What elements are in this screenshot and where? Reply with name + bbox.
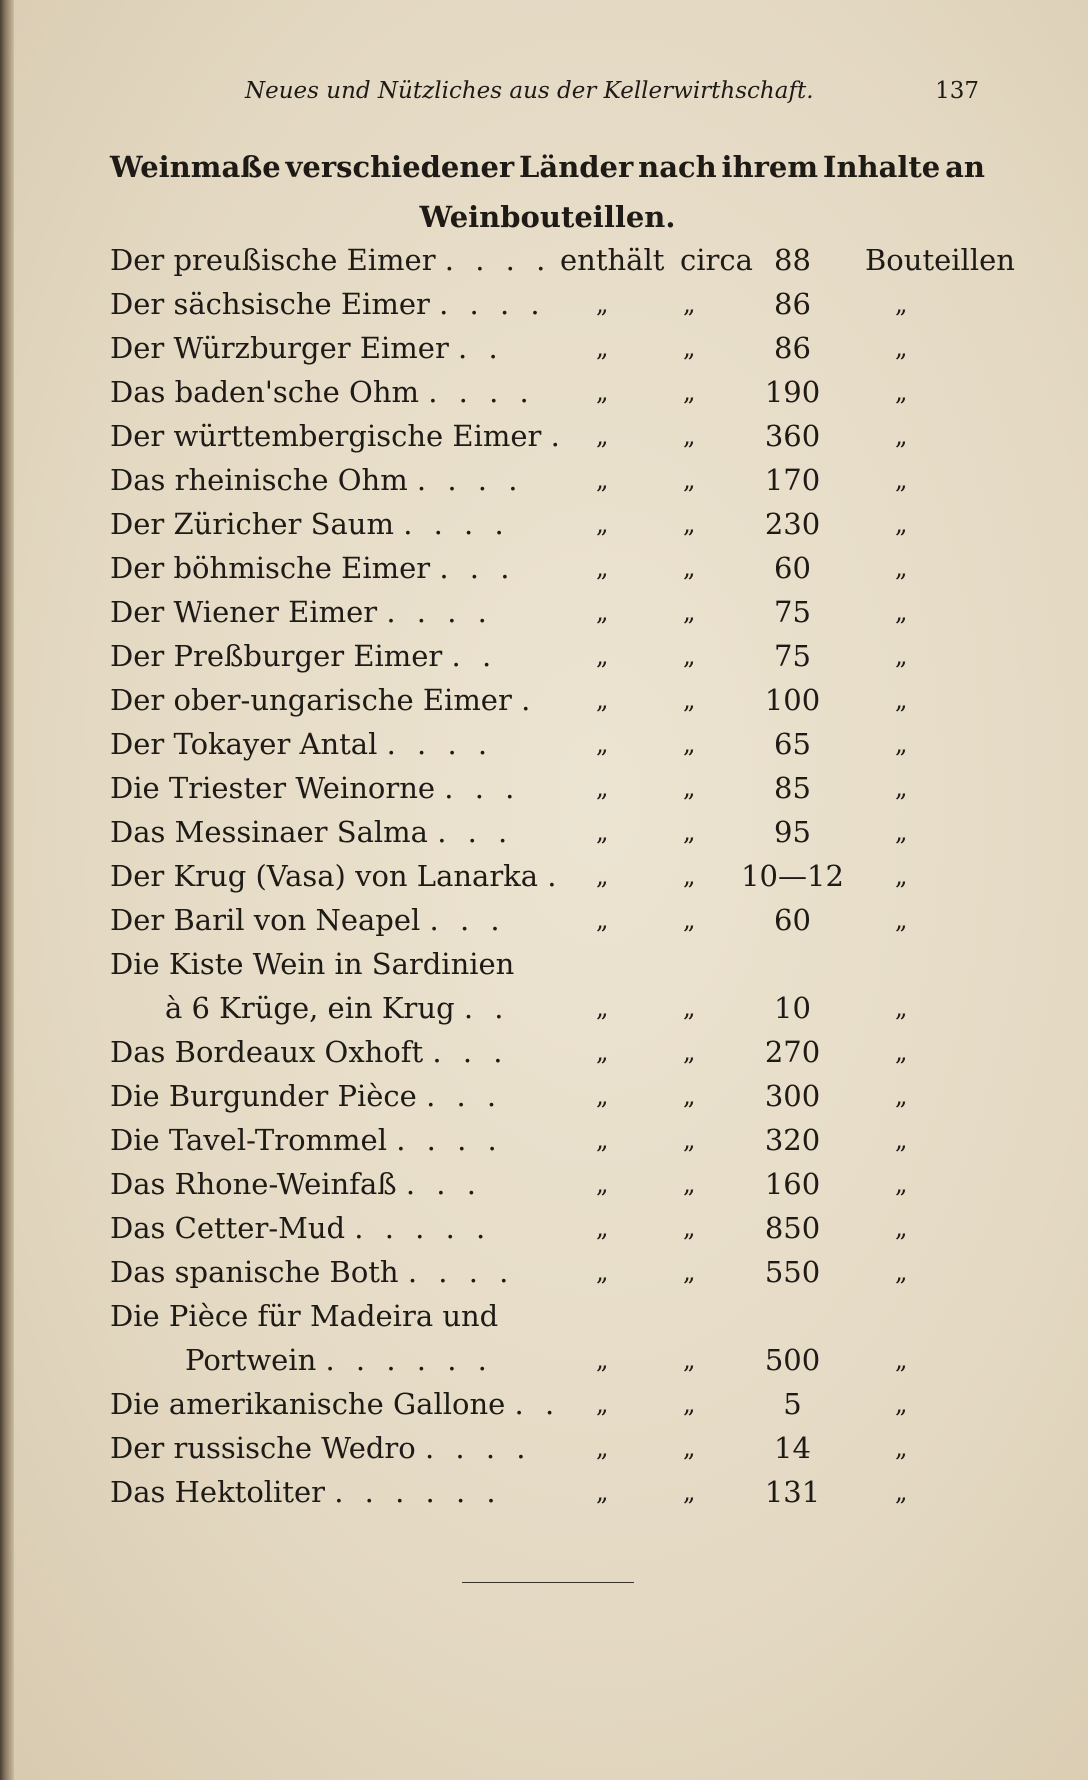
measure-name bbox=[110, 1206, 491, 1250]
measure-name bbox=[110, 370, 535, 414]
bottle-count: 86 bbox=[774, 331, 811, 365]
bottle-count: 190 bbox=[764, 375, 821, 409]
table-row bbox=[110, 1382, 990, 1426]
bottle-count: 95 bbox=[774, 815, 811, 849]
table-row bbox=[110, 1162, 990, 1206]
measure-label: Die Triester Weinorne bbox=[110, 771, 436, 805]
ditto-mark: „ bbox=[895, 1082, 908, 1110]
ditto-mark: „ bbox=[683, 1082, 696, 1110]
table-row bbox=[110, 766, 990, 810]
table-row bbox=[110, 1250, 990, 1294]
table-row bbox=[110, 634, 990, 678]
measure-label: Der Tokayer Antal bbox=[110, 727, 378, 761]
bottle-count: 360 bbox=[764, 419, 821, 453]
ditto-mark: „ bbox=[683, 818, 696, 846]
bottle-count: 230 bbox=[764, 507, 821, 541]
measure-name bbox=[110, 238, 551, 282]
measure-label: Der Wiener Eimer bbox=[110, 595, 378, 629]
measure-name bbox=[110, 546, 515, 590]
table-title bbox=[110, 142, 985, 242]
ditto-mark: „ bbox=[596, 730, 609, 758]
leader-dots: . . . bbox=[432, 1035, 509, 1069]
measure-label: Die Burgunder Pièce bbox=[110, 1079, 417, 1113]
leader-dots: . . . bbox=[439, 551, 516, 585]
ditto-mark: „ bbox=[596, 1214, 609, 1242]
title-word: Weinmaße bbox=[110, 150, 281, 184]
bottle-count: 160 bbox=[764, 1167, 821, 1201]
bottle-count: 85 bbox=[774, 771, 811, 805]
ditto-mark: „ bbox=[596, 686, 609, 714]
ditto-mark: „ bbox=[683, 1038, 696, 1066]
bottle-count: 270 bbox=[764, 1035, 821, 1069]
ditto-mark: „ bbox=[596, 378, 609, 406]
ditto-mark: „ bbox=[596, 906, 609, 934]
table-row bbox=[110, 1470, 990, 1514]
measure-name bbox=[185, 1338, 493, 1382]
running-header bbox=[110, 78, 985, 112]
measure-name bbox=[110, 634, 497, 678]
ditto-mark: „ bbox=[683, 862, 696, 890]
ditto-mark: „ bbox=[683, 510, 696, 538]
bottle-count: 131 bbox=[764, 1475, 821, 1509]
table-row bbox=[110, 722, 990, 766]
leader-dots: . . . . bbox=[416, 463, 524, 497]
measure-label: Der ober-ungarische Eimer bbox=[110, 683, 512, 717]
bottle-count: 300 bbox=[764, 1079, 821, 1113]
ditto-mark: „ bbox=[895, 1126, 908, 1154]
ditto-mark: „ bbox=[895, 1478, 908, 1506]
measure-label: Portwein bbox=[185, 1343, 317, 1377]
table-row bbox=[110, 238, 1015, 282]
title-word: Inhalte bbox=[822, 150, 941, 184]
measure-name bbox=[110, 854, 563, 898]
measure-name bbox=[110, 282, 546, 326]
leader-dots: . bbox=[521, 683, 537, 717]
table-row bbox=[110, 1206, 990, 1250]
table-row bbox=[110, 502, 990, 546]
measure-label: Die Pièce für Madeira und bbox=[110, 1299, 499, 1333]
contains-label: enthält bbox=[560, 243, 665, 277]
table-row bbox=[110, 370, 990, 414]
ditto-mark: „ bbox=[596, 290, 609, 318]
leader-dots: . . . . bbox=[424, 1431, 532, 1465]
ditto-mark: „ bbox=[895, 686, 908, 714]
ditto-mark: „ bbox=[596, 554, 609, 582]
leader-dots: . . bbox=[514, 1387, 561, 1421]
title-word: Länder bbox=[519, 150, 634, 184]
ditto-mark: „ bbox=[596, 1126, 609, 1154]
leader-dots: . . . . . . bbox=[325, 1343, 493, 1377]
measure-label: Der preußische Eimer bbox=[110, 243, 436, 277]
table-row bbox=[110, 898, 990, 942]
ditto-mark: „ bbox=[596, 1170, 609, 1198]
measure-name bbox=[165, 986, 510, 1030]
measure-name bbox=[110, 722, 493, 766]
ditto-mark: „ bbox=[895, 1214, 908, 1242]
leader-dots: . . . bbox=[405, 1167, 482, 1201]
measure-name bbox=[110, 590, 493, 634]
measure-label: Das rheinische Ohm bbox=[110, 463, 408, 497]
table-row bbox=[110, 942, 990, 986]
ditto-mark: „ bbox=[596, 818, 609, 846]
measure-label: Das Hektoliter bbox=[110, 1475, 326, 1509]
ditto-mark: „ bbox=[895, 1258, 908, 1286]
measure-label: Die amerikanische Gallone bbox=[110, 1387, 506, 1421]
measure-name bbox=[110, 326, 504, 370]
table-row bbox=[110, 986, 990, 1030]
measure-name bbox=[110, 502, 510, 546]
measure-name bbox=[110, 1250, 514, 1294]
ditto-mark: „ bbox=[683, 1258, 696, 1286]
leader-dots: . . . . bbox=[407, 1255, 515, 1289]
ditto-mark: „ bbox=[895, 906, 908, 934]
ditto-mark: „ bbox=[895, 422, 908, 450]
measure-name bbox=[110, 766, 520, 810]
ditto-mark: „ bbox=[895, 290, 908, 318]
ditto-mark: „ bbox=[895, 1390, 908, 1418]
ditto-mark: „ bbox=[683, 1170, 696, 1198]
table-row bbox=[110, 1074, 990, 1118]
ditto-mark: „ bbox=[683, 466, 696, 494]
bottle-count: 320 bbox=[764, 1123, 821, 1157]
title-line-2: Weinbouteillen. bbox=[419, 200, 676, 234]
ditto-mark: „ bbox=[596, 1038, 609, 1066]
measure-name bbox=[110, 942, 514, 986]
ditto-mark: „ bbox=[683, 422, 696, 450]
ditto-mark: „ bbox=[683, 1126, 696, 1154]
measure-name bbox=[110, 1294, 498, 1338]
measure-name bbox=[110, 458, 523, 502]
ditto-mark: „ bbox=[596, 862, 609, 890]
ditto-mark: „ bbox=[596, 466, 609, 494]
leader-dots: . . . . bbox=[396, 1123, 503, 1157]
leader-dots: . . bbox=[463, 991, 510, 1025]
measure-label: Das Bordeaux Oxhoft bbox=[110, 1035, 424, 1069]
ditto-mark: „ bbox=[895, 818, 908, 846]
leader-dots: . . bbox=[451, 639, 498, 673]
ditto-mark: „ bbox=[895, 466, 908, 494]
ditto-mark: „ bbox=[895, 554, 908, 582]
measure-label: Das spanische Both bbox=[110, 1255, 399, 1289]
ditto-mark: „ bbox=[895, 642, 908, 670]
measure-name bbox=[110, 1118, 503, 1162]
leader-dots: . . . bbox=[426, 1079, 503, 1113]
approx-label: circa bbox=[680, 243, 753, 277]
ditto-mark: „ bbox=[683, 774, 696, 802]
ditto-mark: „ bbox=[683, 290, 696, 318]
bottle-count: 100 bbox=[764, 683, 821, 717]
ditto-mark: „ bbox=[596, 1390, 609, 1418]
table-row bbox=[110, 1294, 990, 1338]
measure-label: Die Tavel-Trommel bbox=[110, 1123, 387, 1157]
table-row bbox=[110, 854, 990, 898]
ditto-mark: „ bbox=[596, 642, 609, 670]
ditto-mark: „ bbox=[596, 1082, 609, 1110]
table-row bbox=[110, 458, 990, 502]
ditto-mark: „ bbox=[596, 1478, 609, 1506]
measure-label: Das baden'sche Ohm bbox=[110, 375, 420, 409]
table-row bbox=[110, 810, 990, 854]
ditto-mark: „ bbox=[895, 510, 908, 538]
measure-label: Der Preßburger Eimer bbox=[110, 639, 443, 673]
book-spine-edge bbox=[0, 0, 14, 1780]
ditto-mark: „ bbox=[596, 1258, 609, 1286]
table-row bbox=[110, 1338, 990, 1382]
table-row bbox=[110, 1030, 990, 1074]
leader-dots: . . . . bbox=[444, 243, 552, 277]
title-word: verschiedener bbox=[285, 150, 515, 184]
bottle-count: 5 bbox=[783, 1387, 802, 1421]
table-row bbox=[110, 1118, 990, 1162]
leader-dots: . . . bbox=[429, 903, 506, 937]
leader-dots: . . . bbox=[444, 771, 521, 805]
ditto-mark: „ bbox=[596, 1346, 609, 1374]
ditto-mark: „ bbox=[683, 1434, 696, 1462]
ditto-mark: „ bbox=[683, 378, 696, 406]
bottle-count: 65 bbox=[774, 727, 811, 761]
measure-label: Das Cetter-Mud bbox=[110, 1211, 346, 1245]
table-row bbox=[110, 1426, 990, 1470]
ditto-mark: „ bbox=[596, 774, 609, 802]
ditto-mark: „ bbox=[596, 334, 609, 362]
measure-name bbox=[110, 1382, 560, 1426]
measure-label: à 6 Krüge, ein Krug bbox=[165, 991, 455, 1025]
bottle-count: 850 bbox=[764, 1211, 821, 1245]
bottle-count: 60 bbox=[774, 903, 811, 937]
ditto-mark: „ bbox=[683, 1390, 696, 1418]
title-line-1 bbox=[110, 142, 985, 192]
bottle-count: 10 bbox=[774, 991, 811, 1025]
bottle-count: 170 bbox=[764, 463, 821, 497]
measure-name bbox=[110, 414, 566, 458]
leader-dots: . . . . . . bbox=[334, 1475, 502, 1509]
leader-dots: . . . . bbox=[403, 507, 510, 541]
ditto-mark: „ bbox=[895, 1038, 908, 1066]
leader-dots: . . . . bbox=[439, 287, 546, 321]
ditto-mark: „ bbox=[683, 598, 696, 626]
measures-table bbox=[110, 238, 1015, 1514]
measure-label: Der russische Wedro bbox=[110, 1431, 416, 1465]
ditto-mark: „ bbox=[596, 510, 609, 538]
ditto-mark: „ bbox=[895, 378, 908, 406]
leader-dots: . . . . bbox=[386, 727, 494, 761]
measure-name bbox=[110, 1074, 502, 1118]
measure-name bbox=[110, 678, 536, 722]
measure-label: Der Baril von Neapel bbox=[110, 903, 421, 937]
page-number: 137 bbox=[935, 78, 979, 104]
ditto-mark: „ bbox=[683, 994, 696, 1022]
leader-dots: . . . . bbox=[428, 375, 535, 409]
ditto-mark: „ bbox=[683, 730, 696, 758]
ditto-mark: „ bbox=[683, 642, 696, 670]
bottle-count: 60 bbox=[774, 551, 811, 585]
bottles-label: Bouteillen bbox=[865, 243, 1015, 277]
measure-label: Die Kiste Wein in Sardinien bbox=[110, 947, 515, 981]
ditto-mark: „ bbox=[895, 598, 908, 626]
ditto-mark: „ bbox=[596, 598, 609, 626]
ditto-mark: „ bbox=[683, 1214, 696, 1242]
bottle-count: 500 bbox=[764, 1343, 821, 1377]
bottle-count: 88 bbox=[774, 243, 811, 277]
leader-dots: . . . bbox=[437, 815, 514, 849]
bottle-count: 14 bbox=[774, 1431, 811, 1465]
ditto-mark: „ bbox=[895, 862, 908, 890]
measure-name bbox=[110, 1162, 482, 1206]
table-row bbox=[110, 282, 990, 326]
measure-name bbox=[110, 810, 513, 854]
title-word: nach bbox=[638, 150, 717, 184]
title-word: ihrem bbox=[721, 150, 819, 184]
ditto-mark: „ bbox=[596, 422, 609, 450]
bottle-count: 75 bbox=[774, 595, 811, 629]
leader-dots: . . . . bbox=[386, 595, 493, 629]
bottle-count: 75 bbox=[774, 639, 811, 673]
table-row bbox=[110, 678, 990, 722]
ditto-mark: „ bbox=[683, 554, 696, 582]
ditto-mark: „ bbox=[596, 994, 609, 1022]
ditto-mark: „ bbox=[895, 1170, 908, 1198]
ditto-mark: „ bbox=[895, 1434, 908, 1462]
measure-label: Der Züricher Saum bbox=[110, 507, 394, 541]
ditto-mark: „ bbox=[895, 1346, 908, 1374]
measure-label: Das Rhone-Weinfaß bbox=[110, 1167, 397, 1201]
measure-name bbox=[110, 1030, 509, 1074]
measure-label: Das Messinaer Salma bbox=[110, 815, 428, 849]
ditto-mark: „ bbox=[895, 994, 908, 1022]
ditto-mark: „ bbox=[683, 1346, 696, 1374]
leader-dots: . . bbox=[458, 331, 504, 365]
measure-name bbox=[110, 898, 506, 942]
bottle-count: 550 bbox=[764, 1255, 821, 1289]
measure-label: Der Krug (Vasa) von Lanarka bbox=[110, 859, 539, 893]
measure-label: Der Würzburger Eimer bbox=[110, 331, 449, 365]
measure-label: Der sächsische Eimer bbox=[110, 287, 430, 321]
table-row bbox=[110, 546, 990, 590]
table-row bbox=[110, 414, 990, 458]
title-word: an bbox=[945, 150, 985, 184]
table-row bbox=[110, 326, 990, 370]
measure-name bbox=[110, 1470, 502, 1514]
leader-dots: . bbox=[550, 419, 566, 453]
bottle-count: 10—12 bbox=[741, 859, 844, 893]
leader-dots: . bbox=[547, 859, 563, 893]
leader-dots: . . . . . bbox=[354, 1211, 492, 1245]
ditto-mark: „ bbox=[895, 730, 908, 758]
ditto-mark: „ bbox=[683, 334, 696, 362]
ditto-mark: „ bbox=[683, 906, 696, 934]
measure-name bbox=[110, 1426, 532, 1470]
measure-label: Der württembergische Eimer bbox=[110, 419, 542, 453]
ditto-mark: „ bbox=[895, 334, 908, 362]
closing-rule bbox=[462, 1582, 634, 1583]
table-row bbox=[110, 590, 990, 634]
running-title: Neues und Nützliches aus der Kellerwirthschaft. bbox=[245, 78, 814, 104]
bottle-count: 86 bbox=[774, 287, 811, 321]
ditto-mark: „ bbox=[596, 1434, 609, 1462]
measure-label: Der böhmische Eimer bbox=[110, 551, 431, 585]
ditto-mark: „ bbox=[683, 1478, 696, 1506]
ditto-mark: „ bbox=[683, 686, 696, 714]
ditto-mark: „ bbox=[895, 774, 908, 802]
